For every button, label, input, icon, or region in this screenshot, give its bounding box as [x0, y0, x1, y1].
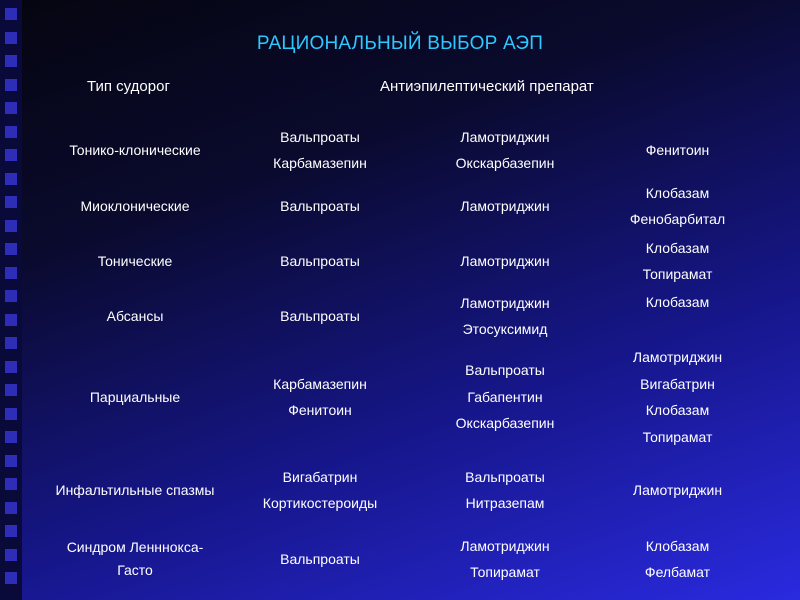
drug-cell [240, 463, 400, 517]
drug-name: Фенитоин [288, 402, 352, 418]
drug-name: Клобазам [645, 184, 710, 201]
seizure-type-cell [40, 122, 230, 178]
drug-cell [600, 122, 755, 178]
drug-name: Клобазам [645, 402, 710, 418]
seizure-type-label: Абсансы [106, 307, 164, 324]
drug-name: Вальпроаты [280, 550, 360, 567]
drug-name: Клобазам [645, 239, 710, 256]
drug-cell [420, 179, 590, 233]
seizure-type-cell [40, 289, 230, 343]
table-row [0, 234, 800, 288]
drug-name: Ламотриджин [460, 294, 550, 311]
table-row [0, 344, 800, 450]
seizure-type-label: Синдром Ленннокса- [66, 539, 204, 555]
drug-cell [600, 289, 755, 343]
drug-cell [240, 289, 400, 343]
drug-cell [600, 179, 755, 233]
drug-name: Вальпроаты [465, 362, 545, 379]
table-row [0, 122, 800, 178]
drug-name: Ламотриджин [460, 252, 550, 269]
header-seizure-type: Тип судорог [87, 78, 170, 95]
seizure-type-label: Гасто [117, 562, 153, 578]
drug-name: Вальпроаты [465, 468, 545, 485]
seizure-type-cell [40, 344, 230, 450]
seizure-type-label: Тонико-клонические [69, 141, 201, 158]
drug-cell [240, 532, 400, 586]
table-row [0, 463, 800, 517]
seizure-type-label: Инфальтильные спазмы [55, 481, 215, 498]
drug-name: Ламотриджин [460, 128, 550, 145]
header-drug: Антиэпилептический препарат [380, 78, 594, 95]
drug-cell [600, 463, 755, 517]
drug-name: Вальпроаты [280, 307, 360, 324]
drug-name: Вальпроаты [280, 128, 360, 145]
drug-cell [240, 122, 400, 178]
drug-cell [420, 289, 590, 343]
drug-cell [240, 234, 400, 288]
drug-cell [420, 344, 590, 450]
drug-cell [420, 463, 590, 517]
drug-name: Вигабатрин [640, 375, 715, 392]
film-hole [5, 79, 17, 91]
drug-cell [600, 234, 755, 288]
table-row [0, 289, 800, 343]
drug-name: Фенитоин [645, 141, 710, 158]
drug-cell [420, 234, 590, 288]
film-hole [5, 8, 17, 20]
table-row [0, 179, 800, 233]
drug-name: Фенобарбитал [629, 211, 726, 227]
seizure-type-label: Парциальные [89, 388, 181, 405]
drug-name: Ламотриджин [460, 537, 550, 554]
drug-name: Клобазам [645, 537, 710, 554]
drug-cell [420, 122, 590, 178]
drug-name: Клобазам [645, 294, 710, 310]
drug-name: Топирамат [470, 564, 540, 580]
drug-name: Вигабатрин [282, 468, 358, 485]
drug-name: Габапентин [467, 388, 543, 405]
film-hole [5, 102, 17, 114]
drug-name: Карбамазепин [273, 155, 367, 171]
seizure-type-label: Тонические [97, 252, 173, 269]
drug-name: Нитразепам [465, 495, 545, 511]
drug-cell [600, 532, 755, 586]
film-hole [5, 55, 17, 67]
drug-cell [240, 344, 400, 450]
seizure-type-label: Миоклонические [80, 197, 190, 214]
seizure-type-cell [40, 179, 230, 233]
drug-name: Этосуксимид [462, 321, 548, 337]
drug-name: Ламотриджин [632, 481, 723, 498]
seizure-type-cell [40, 234, 230, 288]
drug-name: Топирамат [642, 266, 713, 282]
slide-title: РАЦИОНАЛЬНЫЙ ВЫБОР АЭП [256, 33, 544, 54]
drug-name: Карбамазепин [273, 375, 367, 392]
drug-name: Вальпроаты [280, 197, 360, 214]
drug-name: Топирамат [642, 428, 713, 445]
table-row [0, 532, 800, 586]
drug-cell [240, 179, 400, 233]
drug-name: Окскарбазепин [455, 415, 555, 432]
drug-name: Ламотриджин [632, 349, 723, 365]
drug-cell [600, 344, 755, 450]
drug-name: Ламотриджин [460, 197, 550, 214]
drug-name: Окскарбазепин [455, 155, 555, 171]
drug-name: Вальпроаты [280, 252, 360, 269]
drug-cell [420, 532, 590, 586]
seizure-type-cell [40, 532, 230, 586]
seizure-type-cell [40, 463, 230, 517]
drug-name: Кортикостероиды [262, 495, 378, 511]
drug-name: Фелбамат [644, 564, 711, 580]
